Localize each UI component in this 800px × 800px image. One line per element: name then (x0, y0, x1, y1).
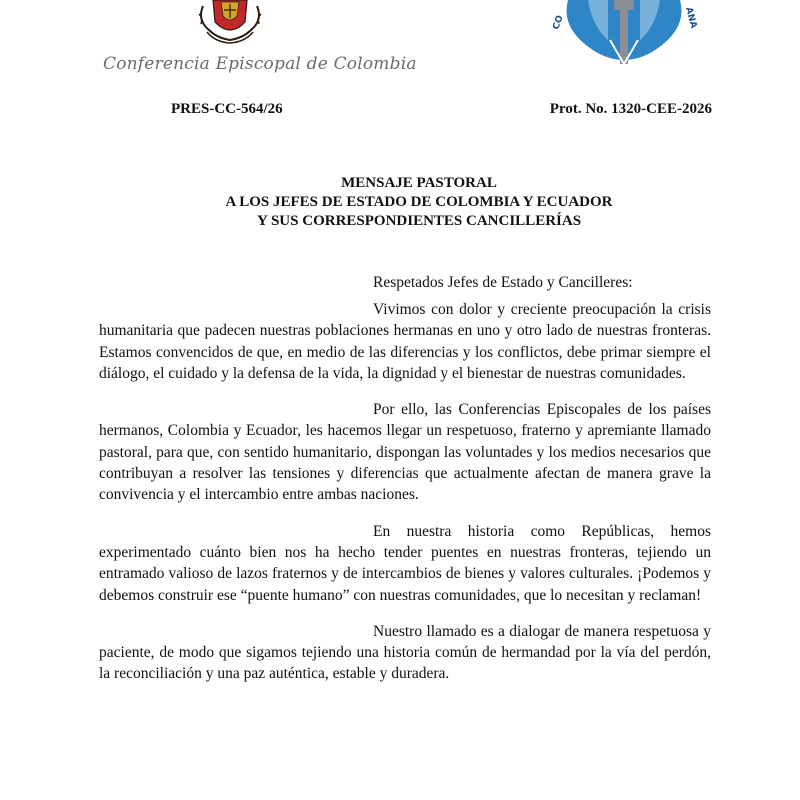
conferencia-episcopal-ecuatoriana-logo (548, 0, 700, 64)
svg-text:ANA: ANA (683, 6, 699, 30)
body-paragraph: Por ello, las Conferencias Episcopales de los países hermanos, Colombia y Ecuador, les hacemos llegar un respetuoso, fraterno y apremiante llamado pastoral, para que, con sentido humanitario, dispongan las voluntades y los medios necesarios que contribuyan a resolver las tensiones y diferencias que actualmente afectan de manera grave la convivencia y el intercambio entre ambas naciones. (99, 401, 711, 504)
episcopal-crest-logo (195, 0, 265, 44)
body-paragraph: En nuestra historia como Repúblicas, hemos experimentado cuánto bien nos ha hecho tender puentes en nuestras fronteras, tejiendo un entramado valioso de lazos fraternos y de intercambios de bienes y valores culturales. ¡Podemos y debemos construir ese “puente humano” con nuestras comunidades, que lo necesitan y reclaman! (99, 522, 711, 604)
conference-name: Conferencia Episcopal de Colombia (103, 54, 417, 74)
svg-text:CO: CO (551, 14, 566, 32)
document-title (0, 174, 800, 231)
salutation: Respetados Jefes de Estado y Cancilleres: (373, 274, 633, 291)
reference-number: PRES-CC-564/26 (171, 101, 283, 117)
title-line: Y SUS CORRESPONDIENTES CANCILLERÍAS (256, 213, 582, 229)
title-line: MENSAJE PASTORAL (341, 175, 497, 191)
protocol-number: Prot. No. 1320-CEE-2026 (549, 101, 712, 117)
body-paragraph: Nuestro llamado es a dialogar de manera respetuosa y paciente, de modo que sigamos tejiendo una historia común de hermandad por la vía del perdón, la reconciliación y una paz auténtica, estable y duradera. (99, 622, 711, 683)
body-paragraph: Vivimos con dolor y creciente preocupación la crisis humanitaria que padecen nuestras poblaciones hermanas en uno y otro lado de nuestras fronteras. Estamos convencidos de que, en medio de las diferencias y los conflictos, debe primar siempre el diálogo, el cuidado y la defensa de la vida, la dignidad y el bienestar de nuestras comunidades. (99, 301, 711, 382)
title-line: A LOS JEFES DE ESTADO DE COLOMBIA Y ECUADOR (225, 194, 613, 210)
letter-body (99, 299, 711, 700)
